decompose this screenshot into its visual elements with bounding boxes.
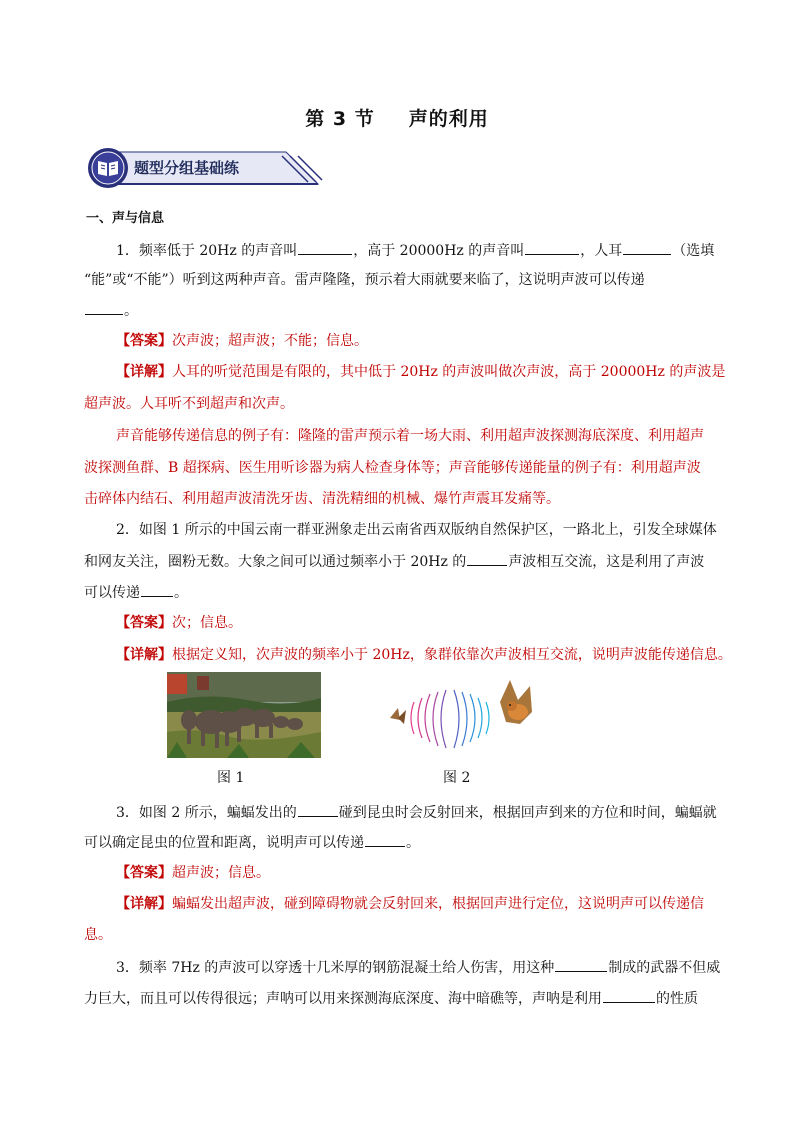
q4-text: 的性质 [656, 991, 698, 1007]
q1-detail-3: 声音能够传递信息的例子有：隆隆的雷声预示着一场大雨、利用超声波探测海底深度、利用超声 [116, 428, 704, 444]
answer-blank [623, 240, 671, 255]
answer-text: 次声波；超声波；不能；信息。 [172, 333, 368, 349]
elephant-herd-photo [167, 672, 321, 758]
moth-icon [390, 708, 406, 724]
banner-label: 题型分组基础练 [134, 159, 240, 177]
q2-line-2 [84, 551, 704, 572]
q4-text: 3．频率 7Hz 的声波可以穿透十几米厚的钢筋混凝土给人伤害，用这种 [116, 960, 555, 976]
q3-text: 可以确定昆虫的位置和距离，说明声可以传递 [84, 835, 364, 851]
q2-answer [116, 613, 242, 633]
bat-echolocation-figure [384, 672, 548, 758]
page-title [0, 104, 794, 131]
answer-text: 超声波；信息。 [172, 865, 270, 881]
book-icon [96, 158, 120, 178]
answer-blank [525, 240, 579, 255]
section-heading: 一、声与信息 [86, 211, 165, 226]
q1-detail-5: 击碎体内结石、利用超声波清洗牙齿、清洗精细的机械、爆竹声震耳发痛等。 [84, 491, 560, 507]
section-number: 第 3 节 [305, 108, 375, 130]
answer-blank [298, 802, 338, 817]
q3-line-2 [84, 832, 420, 853]
q2-text: 和网友关注，圈粉无数。大象之间可以通过频率小于 20Hz 的 [84, 554, 467, 570]
figure-2-caption: 图 2 [443, 770, 471, 786]
q2-text: 可以传递 [84, 585, 140, 601]
answer-blank [85, 300, 123, 315]
answer-blank [141, 582, 173, 597]
answer-blank [365, 832, 405, 847]
q3-text: 3．如图 2 所示，蝙蝠发出的 [116, 805, 297, 821]
q4-line-2 [84, 988, 698, 1009]
q1-line-2: “能”或“不能”）听到这两种声音。雷声隆隆，预示着大雨就要来临了，这说明声波可以传递 [84, 272, 645, 288]
q3-answer [116, 863, 270, 883]
q1-line-3 [84, 300, 138, 321]
answer-tag: 【答案】 [116, 615, 172, 631]
answer-blank [467, 551, 507, 566]
q3-text: 碰到昆虫时会反射回来，根据回声到来的方位和时间，蝙蝠就 [338, 805, 717, 821]
q2-text: 声波相互交流，这是利用了声波 [508, 554, 705, 570]
bat-icon [500, 680, 532, 724]
detail-text: 人耳的听觉范围是有限的，其中低于 20Hz 的声波叫做次声波，高于 20000Hz 的声波是 [172, 364, 726, 380]
answer-tag: 【答案】 [116, 333, 172, 349]
q2-line-1: 2．如图 1 所示的中国云南一群亚洲象走出云南省西双版纳自然保护区，一路北上，引发全球媒体 [116, 522, 717, 538]
q4-line-1 [116, 957, 720, 978]
q3-detail-2: 息。 [84, 927, 112, 943]
section-title: 声的利用 [408, 108, 489, 130]
q3-text: 。 [406, 835, 420, 851]
answer-tag: 【答案】 [116, 865, 172, 881]
q3-detail-1 [116, 894, 704, 914]
q1-text: ，高于 20000Hz 的声音叫 [353, 243, 525, 259]
q1-detail-2: 超声波。人耳听不到超声和次声。 [84, 396, 294, 412]
q4-text: 力巨大，而且可以传得很远；声呐可以用来探测海底深度、海中暗礁等，声呐是利用 [84, 991, 602, 1007]
detail-tag: 【详解】 [116, 647, 172, 663]
q3-line-1 [116, 802, 717, 823]
q2-line-3 [84, 582, 188, 603]
detail-text: 蝙蝠发出超声波，碰到障碍物就会反射回来，根据回声进行定位，这说明声可以传递信 [172, 896, 704, 912]
q1-text: 1．频率低于 20Hz 的声音叫 [116, 243, 298, 259]
detail-text: 根据定义知，次声波的频率小于 20Hz，象群依靠次声波相互交流，说明声波能传递信息。 [172, 647, 732, 663]
answer-blank [555, 957, 607, 972]
q1-detail-1 [116, 362, 725, 382]
answer-blank [603, 988, 655, 1003]
q1-text: （选填 [672, 243, 715, 259]
q2-text: 。 [174, 585, 188, 601]
q1-answer [116, 331, 368, 351]
detail-tag: 【详解】 [116, 364, 172, 380]
answer-blank [298, 240, 352, 255]
figure-1-caption: 图 1 [217, 770, 245, 786]
q1-detail-4: 波探测鱼群、B 超探病、医生用听诊器为病人检查身体等；声音能够传递能量的例子有：利用超声波 [84, 460, 701, 476]
detail-tag: 【详解】 [116, 896, 172, 912]
q1-line-1 [116, 240, 714, 261]
q2-detail-1 [116, 645, 732, 665]
answer-text: 次；信息。 [172, 615, 242, 631]
q1-text: ，人耳 [580, 243, 623, 259]
q4-text: 制成的武器不但威 [608, 960, 721, 976]
q1-text: 。 [124, 303, 138, 319]
